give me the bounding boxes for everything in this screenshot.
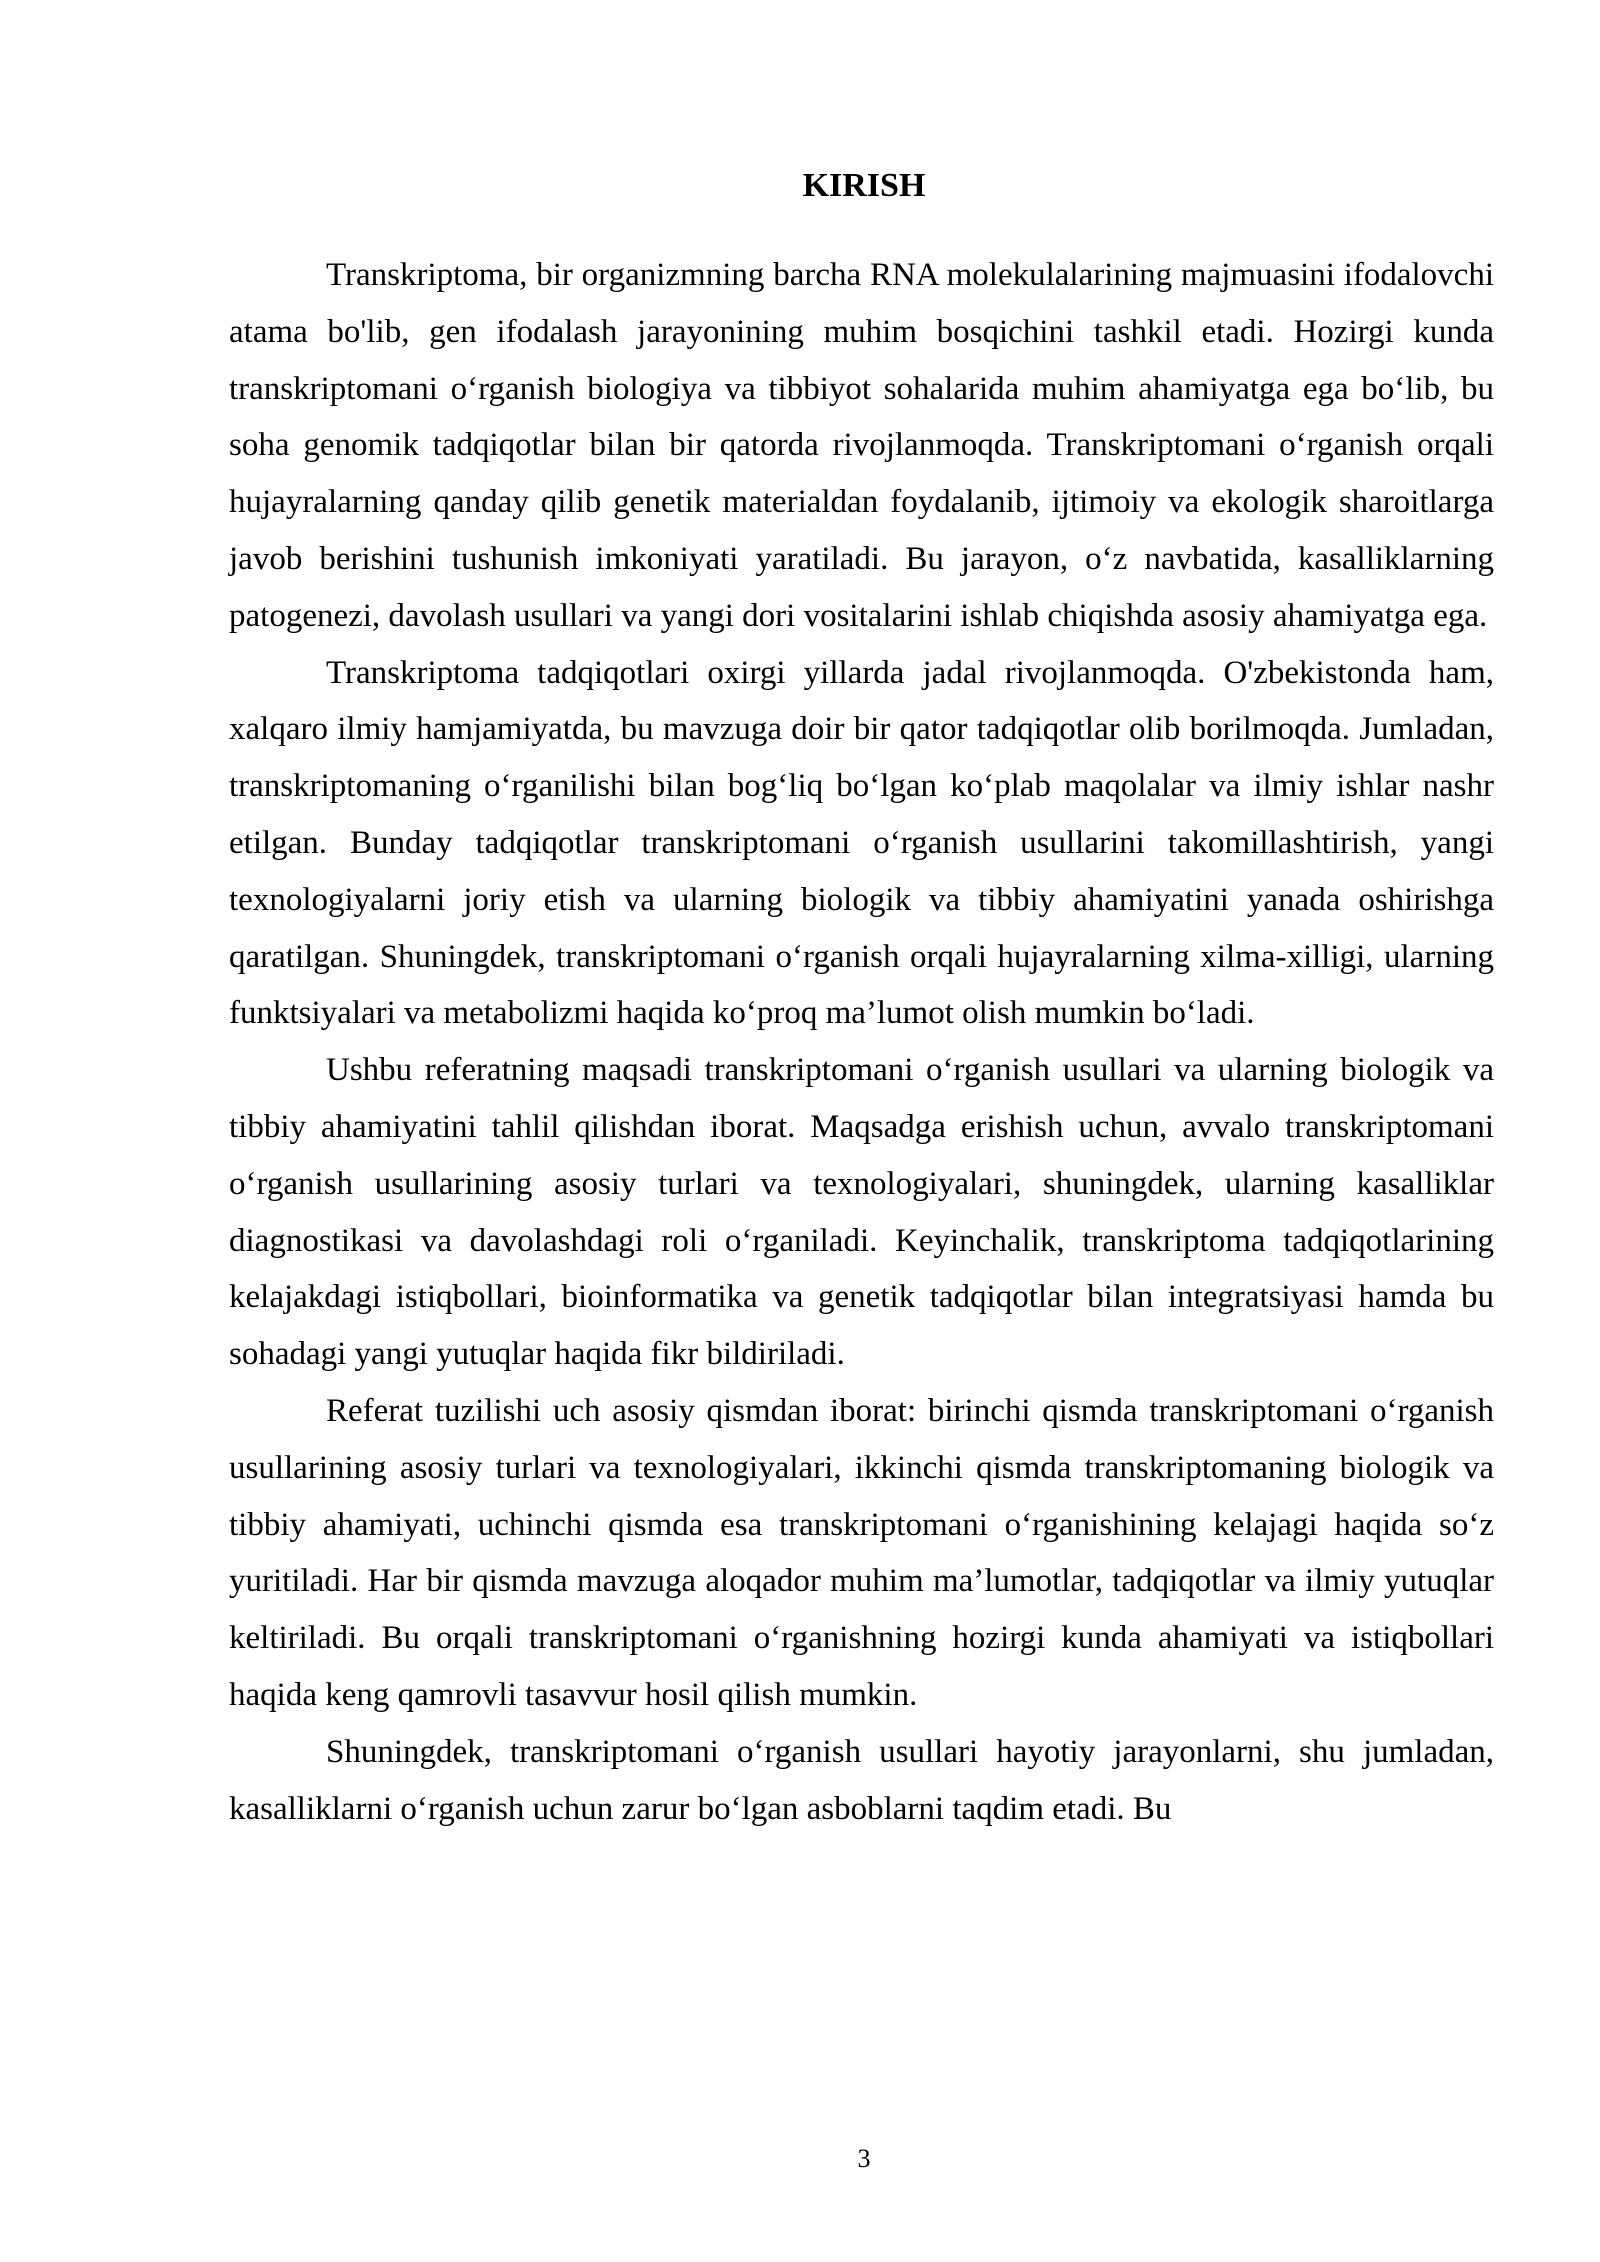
paragraph-2: Transkriptoma tadqiqotlari oxirgi yillarda jadal rivojlanmoqda. O'zbekistonda ham, xalqaro ilmiy hamjamiyatda, bu mavzuga doir bir qator tadqiqotlar olib borilmoqda. Jumladan, transkriptomaning o‘rganilishi bilan bog‘liq bo‘lgan ko‘plab maqolalar va ilmiy ishlar nashr etilgan. Bunday tadqiqotlar transkriptomani o‘rganish usullarini takomillashtirish, yangi texnologiyalarni joriy etish va ularning biologik va tibbiy ahamiyatini yanada oshirishga qaratilgan. Shuningdek, transkriptomani o‘rganish orqali hujayralarning xilma-xilligi, ularning funktsiyalari va metabolizmi haqida ko‘proq ma’lumot olish mumkin bo‘ladi. [229,654,1494,1032]
paragraph-3: Ushbu referatning maqsadi transkriptomani o‘rganish usullari va ularning biologik va tibbiy ahamiyatini tahlil qilishdan iborat. Maqsadga erishish uchun, avvalo transkriptomani o‘rganish usullarining asosiy turlari va texnologiyalari, shuningdek, ularning kasalliklar diagnostikasi va davolashdagi roli o‘rganiladi. Keyinchalik, transkriptoma tadqiqotlarining kelajakdagi istiqbollari, bioinformatika va genetik tadqiqotlar bilan integratsiyasi hamda bu sohadagi yangi yutuqlar haqida fikr bildiriladi. [229,1052,1494,1373]
paragraph-1: Transkriptoma, bir organizmning barcha RNA molekulalarining majmuasini ifodalovchi atama bo'lib, gen ifodalash jarayonining muhim bosqichini tashkil etadi. Hozirgi kunda transkriptomani o‘rganish biologiya va tibbiyot sohalarida muhim ahamiyatga ega bo‘lib, bu soha genomik tadqiqotlar bilan bir qatorda rivojlanmoqda. Transkriptomani o‘rganish orqali hujayralarning qanday qilib genetik materialdan foydalanib, ijtimoiy va ekologik sharoitlarga javob berishini tushunish imkoniyati yaratiladi. Bu jarayon, o‘z navbatida, kasalliklarning patogenezi, davolash usullari va yangi dori vositalarini ishlab chiqishda asosiy ahamiyatga ega. [229,257,1494,634]
page-number: 3 [857,2144,871,2173]
paragraph-5: Shuningdek, transkriptomani o‘rganish usullari hayotiy jarayonlarni, shu jumladan, kasalliklarni o‘rganish uchun zarur bo‘lgan asboblarni taqdim etadi. Bu [229,1733,1494,1827]
paragraph-4: Referat tuzilishi uch asosiy qismdan iborat: birinchi qismda transkriptomani o‘rganish usullarining asosiy turlari va texnologiyalari, ikkinchi qismda transkriptomaning biologik va tibbiy ahamiyati, uchinchi qismda esa transkriptomani o‘rganishining kelajagi haqida so‘z yuritiladi. Har bir qismda mavzuga aloqador muhim ma’lumotlar, tadqiqotlar va ilmiy yutuqlar keltiriladi. Bu orqali transkriptomani o‘rganishning hozirgi kunda ahamiyati va istiqbollari haqida keng qamrovli tasavvur hosil qilish mumkin. [229,1392,1494,1713]
page-title: KIRISH [802,167,926,204]
body-text [229,247,1494,1837]
